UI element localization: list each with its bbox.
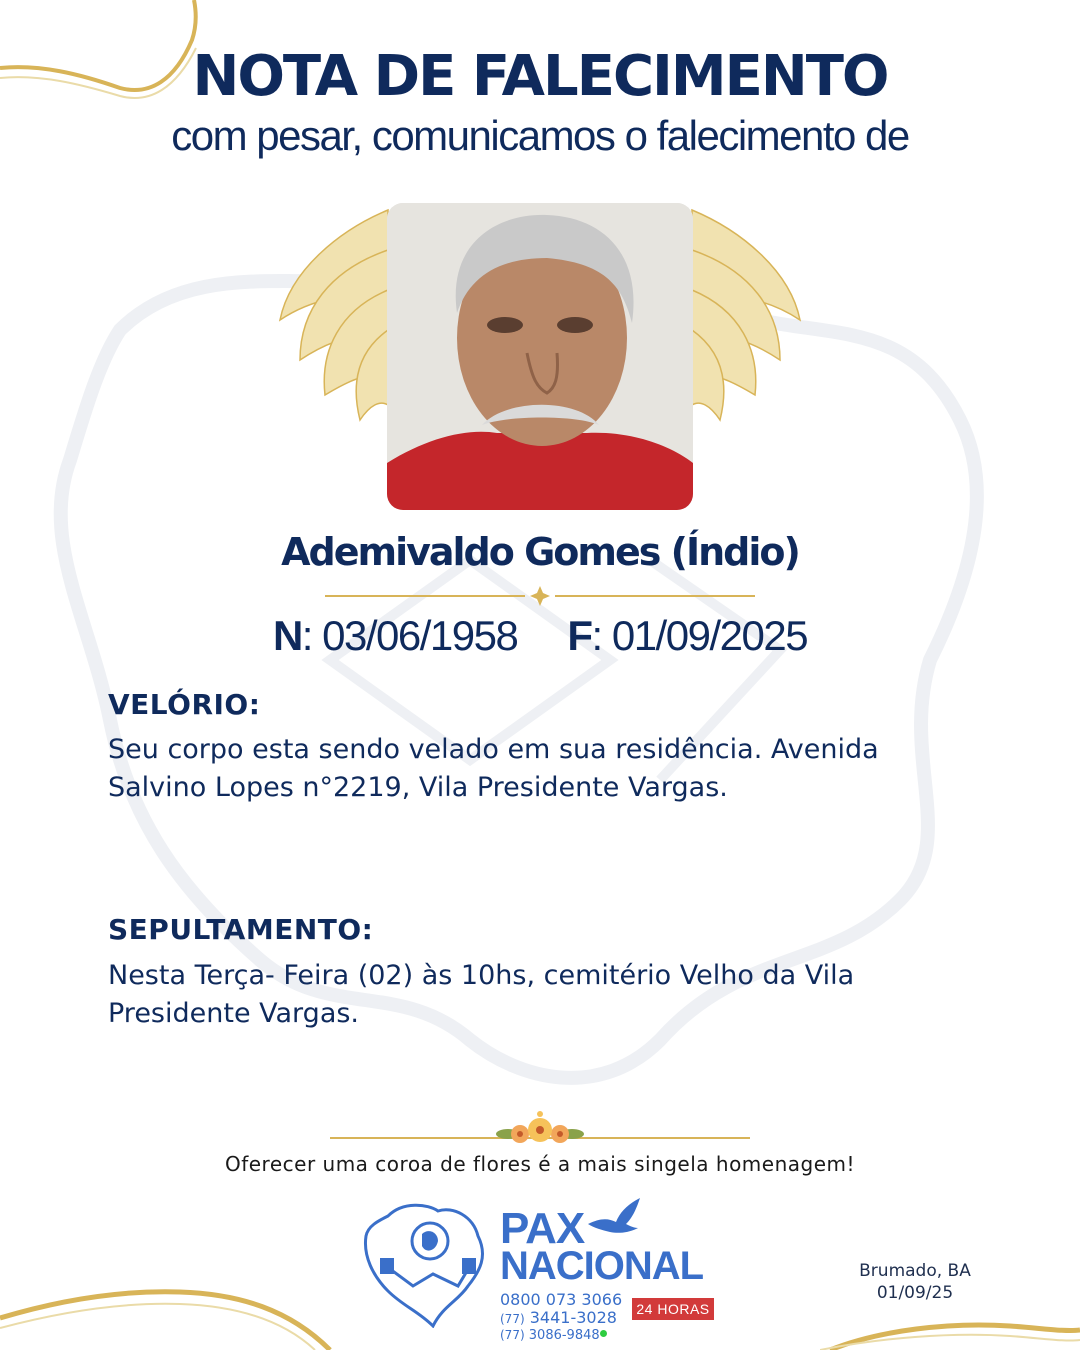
gold-divider: [325, 585, 755, 607]
phone-tollfree[interactable]: 0800 073 3066: [500, 1290, 623, 1309]
brand-name-line-2: NACIONAL: [500, 1244, 704, 1288]
flower-divider: [330, 1108, 750, 1154]
page-title: NOTA DE FALECIMENTO: [192, 44, 888, 109]
wake-title: VELÓRIO:: [108, 688, 261, 721]
dove-icon: [586, 1196, 642, 1236]
death-label: F: [567, 612, 592, 659]
pax-nacional-logo-icon: [358, 1196, 493, 1328]
tribute-message: Oferecer uma coroa de flores é a mais singela homenagem!: [224, 1152, 856, 1176]
24h-badge: 24 HORAS: [632, 1298, 714, 1320]
phone-landline-ddd: (77): [500, 1312, 525, 1326]
gold-wave-bottom-right: [820, 1300, 1080, 1350]
post-date: 01/09/25: [876, 1283, 954, 1303]
phone-whatsapp-ddd: (77): [500, 1328, 525, 1342]
wake-text: [108, 731, 928, 807]
whatsapp-icon: [600, 1330, 607, 1337]
brand-name-line-1: PAX: [500, 1204, 585, 1253]
city: Brumado, BA: [859, 1261, 971, 1281]
phone-whatsapp-number: 3086-9848: [528, 1328, 600, 1343]
gold-wave-bottom-left: [0, 1270, 340, 1350]
birth-label: N: [272, 612, 302, 659]
page-subtitle: com pesar, comunicamos o falecimento de: [171, 112, 909, 159]
wake-line-2: Salvino Lopes n°2219, Vila Presidente Vargas.: [108, 772, 728, 803]
burial-line-2: Presidente Vargas.: [108, 998, 360, 1029]
phone-landline-number: 3441-3028: [529, 1308, 617, 1327]
wake-line-1: Seu corpo esta sendo velado em sua residência. Avenida: [108, 734, 879, 765]
burial-text: [108, 957, 928, 1033]
phone-whatsapp[interactable]: [500, 1328, 607, 1343]
location-date: [840, 1260, 990, 1304]
birth-date: 03/06/1958: [322, 612, 518, 659]
deceased-photo: [387, 203, 693, 510]
death-date: 01/09/2025: [611, 612, 808, 659]
burial-line-1: Nesta Terça- Feira (02) às 10hs, cemitério Velho da Vila: [108, 960, 855, 991]
phone-landline[interactable]: [500, 1308, 617, 1327]
deceased-name: Ademivaldo Gomes (Índio): [281, 530, 799, 574]
burial-title: SEPULTAMENTO:: [108, 913, 374, 946]
life-dates: N: 03/06/1958 F: 01/09/2025: [272, 612, 808, 659]
